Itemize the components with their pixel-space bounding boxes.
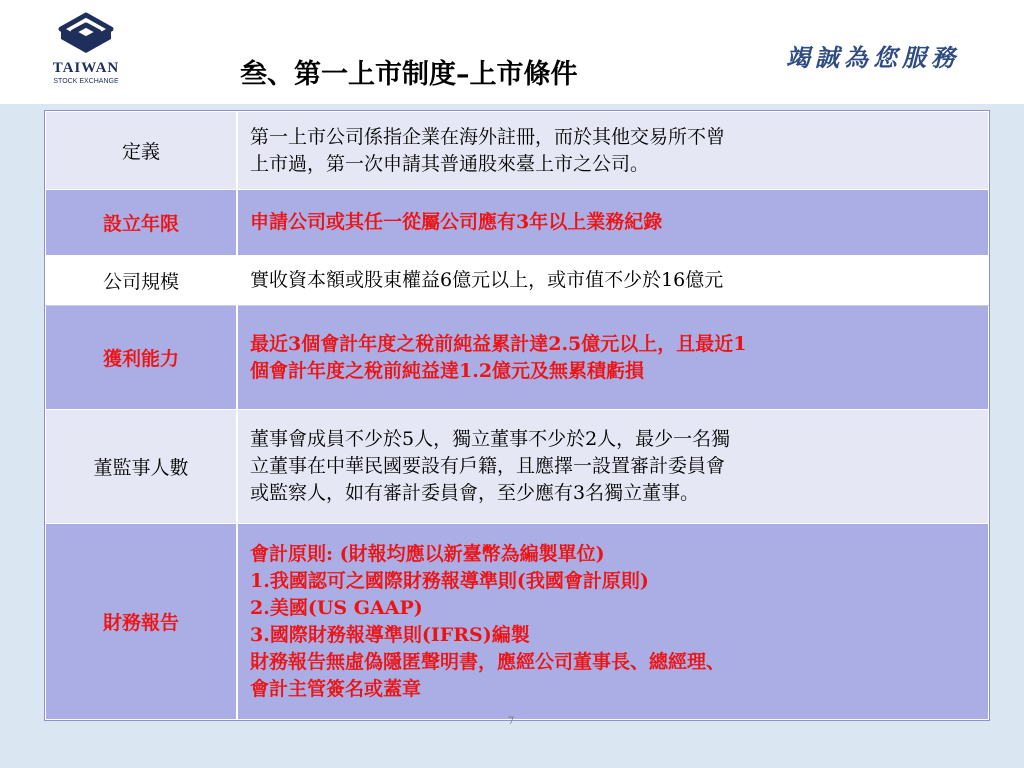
- slide-header: [0, 0, 1024, 104]
- row-content: [237, 524, 989, 720]
- row-label: 公司規模: [46, 256, 238, 306]
- content-line: 2.美國(US GAAP): [250, 596, 423, 619]
- page-title: 叁、第一上市制度–上市條件: [240, 59, 578, 90]
- row-content: [237, 256, 989, 306]
- content-line: 3.國際財務報導準則(IFRS)編製: [250, 623, 530, 646]
- table-row-financial-reports: [46, 524, 989, 720]
- twse-logo-mark-icon: [56, 12, 116, 58]
- content-line: 董事會成員不少於5人，獨立董事不少於2人，最少一名獨: [250, 428, 731, 450]
- content-line: 申請公司或其任一從屬公司應有3年以上業務紀錄: [250, 211, 663, 233]
- row-label: 定義: [46, 112, 238, 190]
- row-content: [237, 112, 989, 190]
- row-label: 獲利能力: [46, 306, 238, 410]
- listing-conditions-table: [44, 110, 990, 721]
- twse-logo: [40, 12, 132, 92]
- content-line: 財務報告無虛偽隱匿聲明書，應經公司董事長、總經理、: [250, 650, 726, 673]
- table-row-establishment-years: [46, 190, 989, 256]
- logo-name: TAIWAN: [52, 60, 120, 76]
- row-label: 財務報告: [46, 524, 238, 720]
- content-line: 會計主管簽名或蓋章: [250, 677, 422, 700]
- row-content: [237, 190, 989, 256]
- row-content: [237, 410, 989, 524]
- content-line: 或監察人，如有審計委員會，至少應有3名獨立董事。: [250, 482, 700, 504]
- table-row-definition: [46, 112, 989, 190]
- table-row-board-members: [46, 410, 989, 524]
- page-number: 7: [508, 716, 515, 727]
- row-label: 設立年限: [46, 190, 238, 256]
- row-content: [237, 306, 989, 410]
- table-row-profitability: [46, 306, 989, 410]
- row-label: 董監事人數: [46, 410, 238, 524]
- content-line: 1.我國認可之國際財務報導準則(我國會計原則): [250, 569, 649, 592]
- logo-subtitle: STOCK EXCHANGE: [53, 78, 119, 85]
- content-line: 會計原則: (財報均應以新臺幣為編製單位): [250, 542, 605, 565]
- content-line: 個會計年度之稅前純益達1.2億元及無累積虧損: [250, 359, 645, 382]
- content-line: 上市過，第一次申請其普通股來臺上市之公司。: [250, 152, 650, 175]
- content-line: 立董事在中華民國要設有戶籍，且應擇一設置審計委員會: [250, 455, 726, 477]
- content-line: 第一上市公司係指企業在海外註冊，而於其他交易所不曾: [250, 125, 726, 148]
- content-line: 實收資本額或股東權益6億元以上，或市值不少於16億元: [250, 269, 724, 291]
- slogan: 竭誠為您服務: [786, 43, 960, 72]
- table-row-company-size: [46, 256, 989, 306]
- content-line: 最近3個會計年度之稅前純益累計達2.5億元以上，且最近1: [250, 332, 747, 355]
